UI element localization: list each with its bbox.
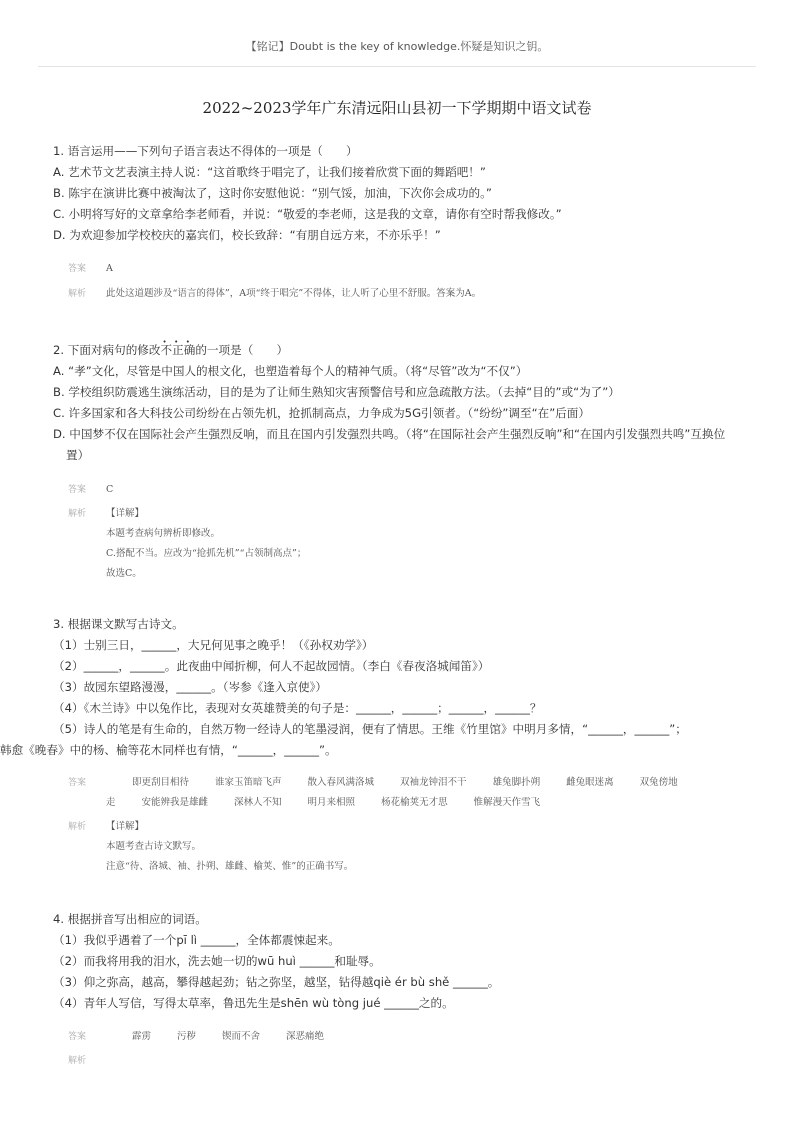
question-4-answer-block — [68, 1027, 748, 1071]
header-divider — [38, 66, 756, 67]
question-4-analysis — [106, 1051, 748, 1071]
analysis-label: 解析 — [68, 822, 87, 832]
question-2-stem: 2. 下面对病句的修改不正确的一项是（ ） — [53, 343, 289, 357]
question-3-answer: 即更刮目相待 谁家玉笛暗飞声 散入春风满洛城 双袖龙钟泪不干 雄兔脚扑朔 雌兔眼迷离 双兔傍地 走 安能辨我是雄雌 深林人不知 明月来相照 杨花榆荚无才思 惟解漫天作雪飞 — [106, 777, 678, 808]
question-3-item-2: （2）______，______。此夜曲中闻折柳，何人不起故园情。（李白《春夜洛城闻笛》） — [53, 659, 490, 673]
question-4-answer: 霹雳 污秽 锲而不舍 深恶痛绝 — [132, 1031, 325, 1042]
question-4-item-1: （1）我似乎遇着了一个pī lì ______，全体都震悚起来。 — [53, 933, 340, 947]
question-1-option-c: C. 小明将写好的文章拿给李老师看，并说：“敬爱的李老师，这是我的文章，请你有空时帮我修改。” — [53, 207, 562, 221]
question-3-item-5-continued: 韩愈《晚春》中的杨、榆等花木同样也有情，“______，______”。 — [0, 743, 337, 757]
question-3 — [0, 614, 733, 761]
answer-label: 答案 — [68, 1032, 87, 1042]
answer-label: 答案 — [68, 264, 87, 274]
question-2-option-a: A. “孝”文化，尽管是中国人的根文化，也塑造着每个人的精神气质。（将“尽管”改为“不仅”） — [53, 364, 528, 378]
analysis-label: 解析 — [68, 1056, 87, 1066]
answer-label: 答案 — [68, 485, 87, 495]
question-3-item-1: （1）士别三日，______，大兄何见事之晚乎！（《孙权劝学》） — [53, 638, 374, 652]
question-3-item-4: （4）《木兰诗》中以兔作比，表现对女英雄赞美的句子是：______，______；______，______？ — [53, 701, 542, 715]
question-1-option-a: A. 艺术节文艺表演主持人说：“这首歌终于唱完了，让我们接着欣赏下面的舞蹈吧！” — [53, 165, 486, 179]
question-2-option-b: B. 学校组织防震逃生演练活动，目的是为了让师生熟知灾害预警信号和应急疏散方法。（去掉“目的”或“为了”） — [53, 385, 620, 399]
question-4-item-4: （4）青年人写信，写得太草率，鲁迅先生是shēn wù tòng jué ______之的。 — [53, 996, 454, 1010]
question-1-option-b: B. 陈宇在演讲比赛中被淘汰了，这时你安慰他说：“别气馁，加油，下次你会成功的。” — [53, 186, 492, 200]
question-2 — [53, 340, 733, 466]
question-1-option-d: D. 为欢迎参加学校校庆的嘉宾们，校长致辞：“有朋自远方来，不亦乐乎！” — [53, 228, 441, 242]
question-3-item-5: （5）诗人的笔是有生命的，自然万物一经诗人的笔墨浸润，便有了情思。王维《竹里馆》中明月多情，“______，______”； — [53, 722, 687, 736]
page-header-motto: 【铭记】Doubt is the key of knowledge.怀疑是知识之钥。 — [245, 40, 549, 53]
question-1-analysis: 此处这道题涉及“语言的得体”，A项“终于唱完”不得体，让人听了心里不舒服。答案为A。 — [106, 288, 482, 299]
question-2-answer-block — [68, 480, 748, 584]
question-4 — [53, 909, 733, 1014]
question-4-stem: 4. 根据拼音写出相应的词语。 — [53, 912, 207, 926]
question-2-option-d: D. 中国梦不仅在国际社会产生强烈反响，而且在国内引发强烈共鸣。（将“在国际社会产生强烈反响”和“在国内引发强烈共鸣”互换位置） — [53, 427, 726, 462]
question-1 — [53, 141, 733, 246]
analysis-label: 解析 — [68, 289, 87, 299]
question-2-answer: C — [106, 484, 114, 495]
analysis-label: 解析 — [68, 509, 87, 519]
emphasis-char: 确 — [183, 343, 196, 357]
question-2-option-c: C. 许多国家和各大科技公司纷纷在占领先机，抢抓制高点，力争成为5G引领者。（“纷纷”调至“在”后面） — [53, 406, 590, 420]
question-3-analysis: 【详解】 本题考查古诗文默写。 注意“待、洛城、袖、扑朔、雄雌、榆荚、惟”的正确书写。 — [106, 821, 354, 872]
question-1-stem: 1. 语言运用——下列句子语言表达不得体的一项是（ ） — [53, 144, 358, 158]
question-3-item-3: （3）故园东望路漫漫，______。（岑参《逢入京使》） — [53, 680, 328, 694]
question-4-item-2: （2）而我将用我的泪水，洗去她一切的wū huì ______和耻辱。 — [53, 954, 381, 968]
question-2-analysis: 【详解】 本题考查病句辨析即修改。 C.搭配不当。应改为“抢抓先机”“占领制高点”； 故选C。 — [106, 508, 307, 579]
question-1-answer: A — [106, 263, 113, 274]
answer-label: 答案 — [68, 778, 87, 788]
question-3-answer-block — [68, 773, 748, 877]
question-4-item-3: （3）仰之弥高，越高，攀得越起劲；钻之弥坚，越坚，钻得越qiè ér bù shě ______。 — [53, 975, 500, 989]
question-1-answer-block — [68, 259, 748, 304]
exam-title: 2022~2023学年广东清远阳山县初一下学期期中语文试卷 — [202, 99, 592, 117]
question-3-stem: 3. 根据课文默写古诗文。 — [53, 617, 184, 631]
emphasis-char: 不 — [160, 343, 173, 357]
emphasis-char: 正 — [172, 343, 184, 357]
